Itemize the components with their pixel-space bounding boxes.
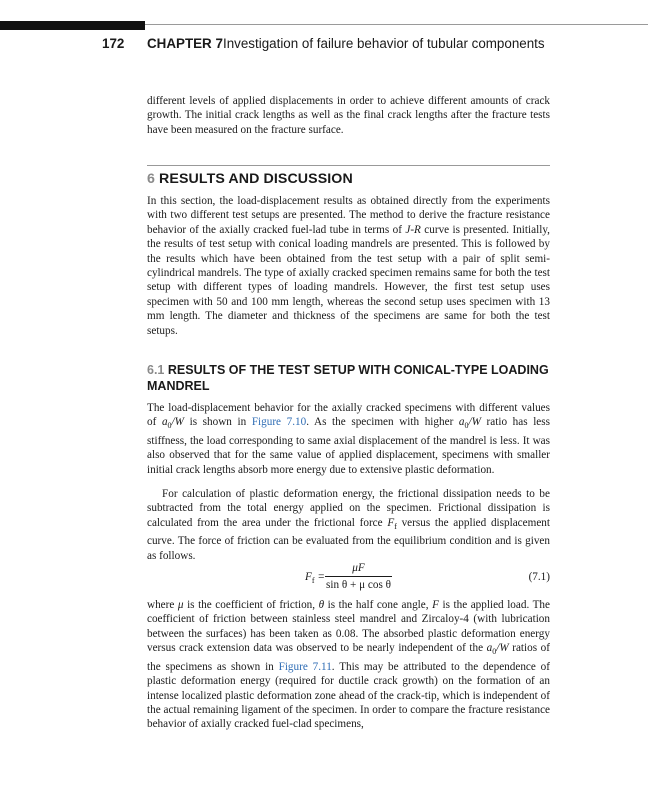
- equation-number: (7.1): [528, 571, 550, 583]
- ratio-symbol: $a_0/W$: [161, 416, 184, 431]
- chapter-label: CHAPTER 7: [147, 36, 223, 51]
- equation-denominator: sin θ + μ cos θ: [326, 579, 391, 591]
- text-run: . This may be attributed to the dependence of plastic deformation energy (required for ductile crack growth) on the formation of an intense localized plastic deformation zone ahead of the crack-tip, which is independent of the actual remaining ligament of the specimen. In order to compare the fracture resistance behavior of axially cracked fuel-clad specimens,: [147, 660, 550, 731]
- figure-link-7-11[interactable]: Figure 7.11: [278, 660, 332, 673]
- text-run: ratios of the specimens as shown in: [147, 642, 550, 673]
- subsection-title: RESULTS OF THE TEST SETUP WITH CONICAL-TYPE LOADING MANDREL: [147, 363, 549, 393]
- section-number: 6: [147, 171, 155, 187]
- f-symbol: F: [432, 599, 439, 611]
- closing-paragraph: [147, 598, 550, 732]
- figure-link-7-10[interactable]: Figure 7.10: [251, 416, 307, 429]
- section-title: RESULTS AND DISCUSSION: [159, 171, 353, 187]
- jr-term: J-R: [405, 223, 421, 236]
- text-run: curve is presented. Initially, the results of test setup with conical loading mandrels are presented. This is followed by the results which have been obtained from the test setup with a pair of split semi-cylindrical mandrels. The type of axially cracked specimen remains same for both the test setup with different types of loading mandrels. However, the first test setup uses specimen with 50 and 100 mm length, whereas the second setup uses specimen with 13 mm length. The diameter and thickness of the specimens are same for both the test setups.: [147, 223, 550, 337]
- ratio-symbol: $a_0/W$: [458, 416, 481, 431]
- ratio-symbol: $a_0/W$: [486, 642, 509, 657]
- text-run: The load-displacement behavior for the axially cracked specimens with different values of: [147, 402, 550, 429]
- section-divider: [147, 165, 550, 166]
- text-run: is shown in: [183, 416, 252, 429]
- text-run: is the coefficient of friction,: [183, 599, 319, 611]
- text-run: For calculation of plastic deformation energy, the frictional dissipation needs to be subtracted from the total energy applied on the specimen. Frictional dissipation is calculated from the area under the frictional force: [147, 488, 550, 529]
- text-run: is the half cone angle,: [324, 599, 433, 611]
- equation-numerator: μF: [352, 562, 365, 574]
- fraction-bar: [325, 576, 392, 577]
- section-paragraph: [147, 194, 550, 338]
- chapter-title: Investigation of failure behavior of tubular components: [223, 36, 545, 51]
- header-rule-accent: [0, 21, 145, 30]
- text-run: ratio has less stiffness, the load corresponding to same axial displacement of the mandrel is less. It was also observed that for the same value of applied displacement, specimens with smaller initial crack lengths absorb more energy due to extensive plastic deformation.: [147, 416, 550, 476]
- running-head: [0, 35, 648, 55]
- equation-lhs: $F_f$ =: [305, 571, 325, 586]
- text-run: is the applied load. The coefficient of friction between stainless steel mandrel and Zircaloy-4 (with lubrication between the surfaces) has been taken as 0.08. The absorbed plastic deformation energy versus crack extension data was observed to be nearly independent of the: [147, 599, 550, 655]
- ff-symbol: $F_f$: [387, 516, 397, 532]
- theta-symbol: θ: [318, 599, 325, 611]
- subsection-heading: [147, 362, 550, 394]
- subsection-paragraph-1: [147, 401, 550, 477]
- mu-symbol: μ: [177, 599, 184, 611]
- page-number: 172: [102, 36, 125, 51]
- equation-fraction: [325, 562, 392, 592]
- section-heading: [147, 171, 353, 187]
- subsection-paragraph-2: [147, 487, 550, 563]
- equation-7-1: [147, 562, 550, 592]
- text-run: In this section, the load-displacement results as obtained directly from the experiments with two different test setups are presented. The method to derive the fracture resistance behavior of the axially cracked fuel-lad tube in terms of: [147, 195, 550, 236]
- text-run: . As the specimen with higher: [306, 416, 459, 429]
- text-run: where: [147, 599, 178, 611]
- subsection-number: 6.1: [147, 363, 165, 377]
- intro-paragraph: different levels of applied displacements in order to achieve different amounts of crack growth. The initial crack lengths as well as the final crack lengths after the fracture tests have been measured on the fracture surface.: [147, 95, 550, 136]
- text-run: versus the applied displacement curve. The force of friction can be evaluated from the equilibrium condition and is given as follows.: [147, 516, 550, 562]
